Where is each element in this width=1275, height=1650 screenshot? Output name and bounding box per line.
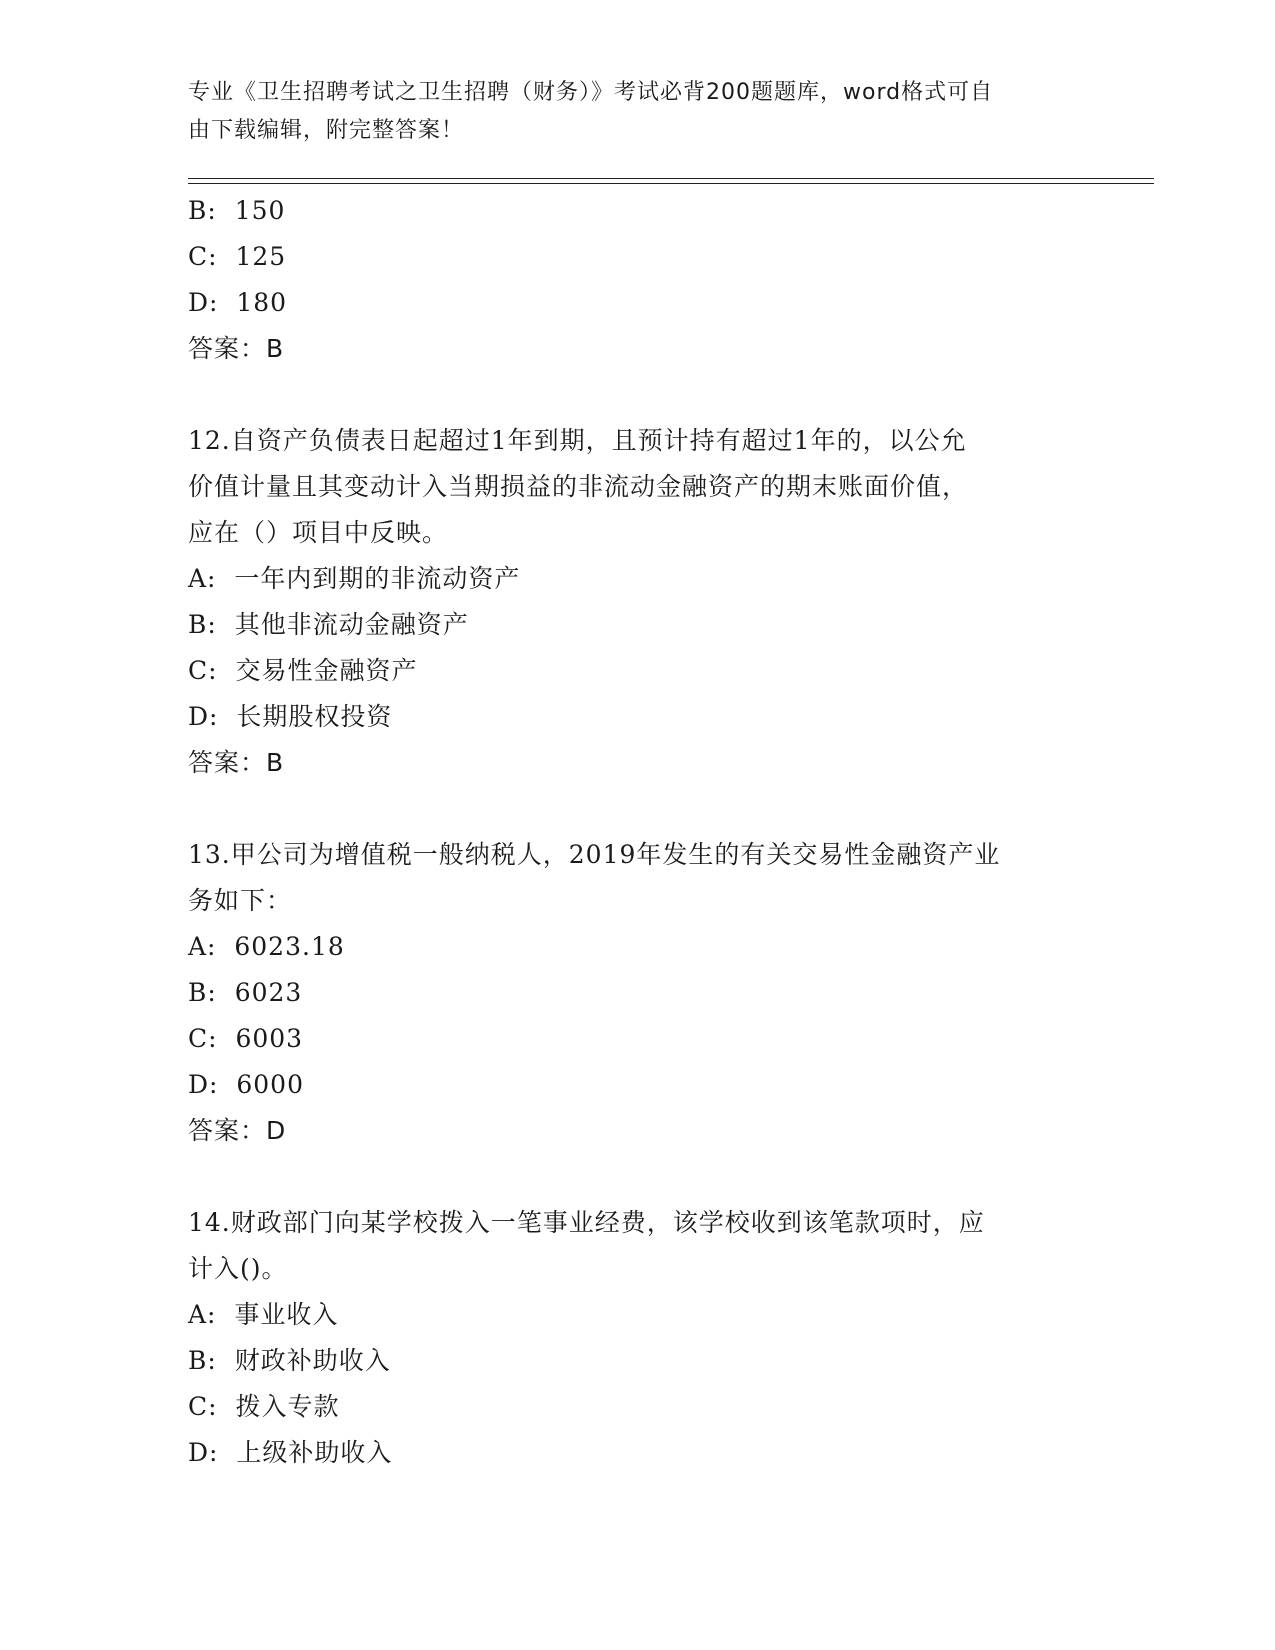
option-b: B: 其他非流动金融资产 [188, 610, 469, 639]
option-d: D: 6000 [188, 1070, 304, 1099]
option-c: C: 125 [188, 242, 287, 271]
option-a: A: 一年内到期的非流动资产 [188, 564, 521, 593]
header-rule-bottom [188, 183, 1154, 184]
header-line-1: 专业《卫生招聘考试之卫生招聘（财务）》考试必背200题题库，word格式可自 [188, 80, 994, 105]
question-content [188, 188, 1088, 1476]
option-d: D: 长期股权投资 [188, 702, 393, 731]
option-a: A: 事业收入 [188, 1300, 339, 1329]
option-d: D: 180 [188, 288, 288, 317]
answer-line: 答案：D [188, 1116, 287, 1145]
option-c: C: 交易性金融资产 [188, 656, 418, 685]
question-stem: 计入()。 [188, 1254, 288, 1283]
option-b: B: 150 [188, 196, 286, 225]
question-stem: 务如下： [188, 886, 293, 915]
answer-line: 答案：B [188, 334, 285, 363]
question-stem: 价值计量且其变动计入当期损益的非流动金融资产的期末账面价值， [188, 472, 969, 501]
answer-line: 答案：B [188, 748, 285, 777]
option-c: C: 6003 [188, 1024, 304, 1053]
option-d: D: 上级补助收入 [188, 1438, 393, 1467]
question-14 [188, 1200, 1088, 1476]
question-stem: 13.甲公司为增值税一般纳税人，2019年发生的有关交易性金融资产业 [188, 840, 1001, 869]
header-rule-top [188, 178, 1154, 179]
header-line-2: 由下载编辑，附完整答案！ [188, 118, 465, 143]
option-b: B: 财政补助收入 [188, 1346, 391, 1375]
option-c: C: 拨入专款 [188, 1392, 340, 1421]
document-header [188, 74, 1068, 150]
question-13 [188, 832, 1088, 1154]
question-stem: 14.财政部门向某学校拨入一笔事业经费，该学校收到该笔款项时，应 [188, 1208, 985, 1237]
question-stem: 12.自资产负债表日起超过1年到期，且预计持有超过1年的，以公允 [188, 426, 967, 455]
question-stem: 应在（）项目中反映。 [188, 518, 449, 547]
option-b: B: 6023 [188, 978, 303, 1007]
question-12 [188, 418, 1088, 786]
option-a: A: 6023.18 [188, 932, 345, 961]
